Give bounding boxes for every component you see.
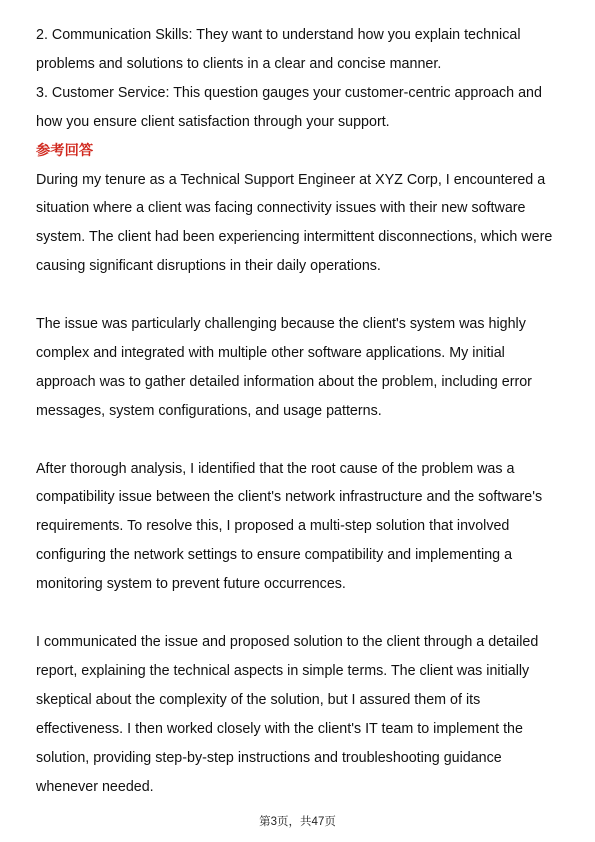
page-number-footer: 第3页，共47页 xyxy=(259,816,336,828)
page-content xyxy=(36,21,561,801)
paragraph-line: complex and integrated with multiple other software applications. My initial xyxy=(36,344,505,361)
answer-heading: 参考回答 xyxy=(36,142,94,159)
paragraph-spacer xyxy=(36,281,561,310)
paragraph-line: The issue was particularly challenging because the client's system was highly xyxy=(36,316,526,333)
paragraph-line: monitoring system to prevent future occurrences. xyxy=(36,576,346,593)
intro-line: 3. Customer Service: This question gauges your customer-centric approach and xyxy=(36,84,542,101)
paragraph-line: After thorough analysis, I identified that the root cause of the problem was a xyxy=(36,460,515,477)
paragraph-line: configuring the network settings to ensure compatibility and implementing a xyxy=(36,547,513,564)
paragraph-line: effectiveness. I then worked closely with the client's IT team to implement the xyxy=(36,720,523,737)
paragraph-line: skeptical about the complexity of the solution, but I assured them of its xyxy=(36,691,481,708)
paragraph-spacer xyxy=(36,426,561,455)
intro-line: problems and solutions to clients in a clear and concise manner. xyxy=(36,55,442,72)
paragraph-line: system. The client had been experiencing intermittent disconnections, which were xyxy=(36,229,553,246)
paragraph-line: report, explaining the technical aspects in simple terms. The client was initially xyxy=(36,662,530,679)
paragraph-line: situation where a client was facing connectivity issues with their new software xyxy=(36,200,526,217)
paragraph-line: causing significant disruptions in their daily operations. xyxy=(36,258,381,275)
paragraph xyxy=(36,166,561,282)
paragraph-line: I communicated the issue and proposed solution to the client through a detailed xyxy=(36,633,539,650)
intro-list xyxy=(36,21,561,137)
paragraph xyxy=(36,310,561,426)
paragraph-line: solution, providing step-by-step instructions and troubleshooting guidance xyxy=(36,749,502,766)
paragraph xyxy=(36,455,561,600)
paragraph-line: messages, system configurations, and usage patterns. xyxy=(36,402,382,419)
intro-line: how you ensure client satisfaction through your support. xyxy=(36,113,390,130)
paragraph-line: whenever needed. xyxy=(36,778,154,795)
paragraph-line: compatibility issue between the client's network infrastructure and the software's xyxy=(36,489,543,506)
paragraph-line: During my tenure as a Technical Support Engineer at XYZ Corp, I encountered a xyxy=(36,171,546,188)
paragraph xyxy=(36,628,561,801)
paragraph-spacer xyxy=(36,599,561,628)
paragraph-line: requirements. To resolve this, I proposed a multi-step solution that involved xyxy=(36,518,510,535)
paragraph-line: approach was to gather detailed information about the problem, including error xyxy=(36,373,532,390)
intro-line: 2. Communication Skills: They want to understand how you explain technical xyxy=(36,27,521,43)
